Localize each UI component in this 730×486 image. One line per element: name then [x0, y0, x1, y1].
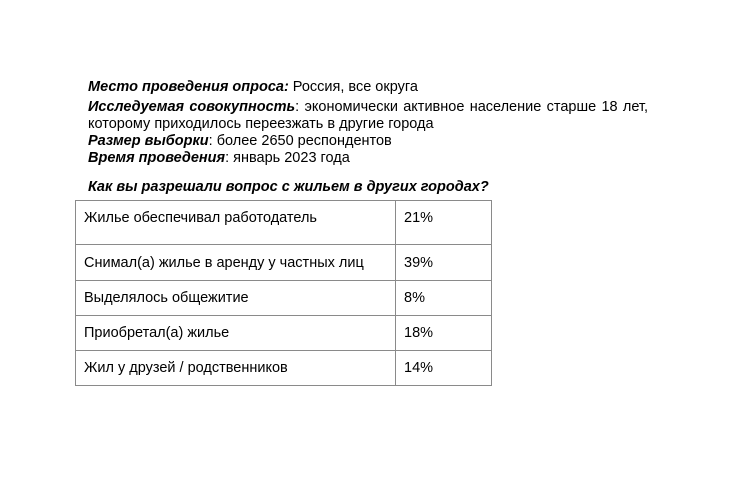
answer-cell: Жил у друзей / родственников	[76, 351, 396, 386]
table-row	[76, 281, 492, 316]
percent-cell: 39%	[396, 245, 492, 281]
population-value: : экономически активное население старше 18 лет, которому приходилось переезжать в другие города	[88, 99, 648, 132]
survey-question: Как вы разрешали вопрос с жильем в других городах?	[88, 179, 489, 195]
location-line	[88, 79, 648, 96]
percent-cell: 14%	[396, 351, 492, 386]
table-row	[76, 201, 492, 245]
results-table	[75, 200, 492, 386]
table-row	[76, 351, 492, 386]
answer-cell: Снимал(а) жилье в аренду у частных лиц	[76, 245, 396, 281]
period-line	[88, 150, 648, 167]
answer-cell: Приобретал(а) жилье	[76, 316, 396, 351]
location-label: Место проведения опроса:	[88, 79, 289, 95]
percent-cell: 21%	[396, 201, 492, 245]
population-label: Исследуемая совокупность	[88, 99, 296, 115]
period-value: : январь 2023 года	[225, 150, 350, 166]
percent-cell: 8%	[396, 281, 492, 316]
location-value: Россия, все округа	[288, 79, 418, 95]
survey-metadata	[88, 79, 648, 167]
sample-value: : более 2650 респондентов	[208, 133, 392, 149]
period-label: Время проведения	[88, 150, 226, 166]
sample-label: Размер выборки	[88, 133, 209, 149]
population-line	[88, 99, 648, 133]
table-row	[76, 316, 492, 351]
table-row	[76, 245, 492, 281]
percent-cell: 18%	[396, 316, 492, 351]
sample-line	[88, 133, 648, 150]
answer-cell: Выделялось общежитие	[76, 281, 396, 316]
answer-cell: Жилье обеспечивал работодатель	[76, 201, 396, 245]
